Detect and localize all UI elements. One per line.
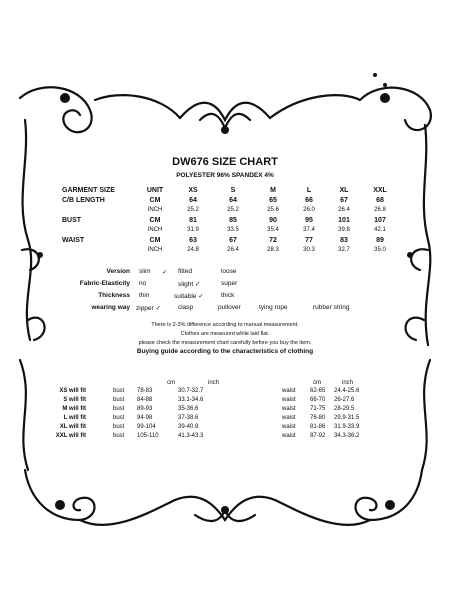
bust-word: bust [113,433,125,439]
bust-cm: 84-88 [137,397,153,403]
attribute-option: loose [221,268,237,275]
bust-word: bust [113,388,125,394]
waist-word: waist [282,397,296,403]
guide-row [42,397,412,406]
note-line: please check the measurement chart carefully before you buy the item. [138,340,312,346]
table-cell: 77 [305,237,313,244]
table-cell: 25.2 [187,207,199,213]
inch-header: inch [208,380,220,386]
attribute-option: clasp [178,304,194,311]
attribute-option: super [221,280,238,287]
waist-cm: 81-86 [310,424,326,430]
table-cell: 28.3 [267,247,279,253]
table-row [62,207,392,217]
attribute-option: suitable ✓ [174,293,204,300]
row-label: WAIST [62,237,85,244]
attribute-option: no [139,280,147,287]
check-mark: ✓ [162,269,168,276]
fit-label: XXL will fit [55,433,86,439]
waist-word: waist [282,388,296,394]
attribute-option: pullover [218,304,241,311]
row-unit: INCH [147,247,163,253]
table-cell: 35.0 [374,247,386,253]
table-cell: 42.1 [374,227,386,233]
bust-word: bust [113,397,125,403]
table-cell: 25.6 [267,207,279,213]
table-cell: 31.9 [187,227,199,233]
bust-word: bust [113,424,125,430]
table-cell: 72 [269,237,277,244]
waist-cm: 87-92 [310,433,326,439]
row-unit: CM [149,197,161,204]
fit-label: XS will fit [59,388,86,394]
bust-inch: 41.3-43.3 [178,433,204,439]
size-xxl: XXL [373,187,387,194]
table-cell: 64 [189,197,197,204]
fit-label: XL will fit [59,424,86,430]
bust-cm: 94-98 [137,415,153,421]
fit-label: M will fit [62,406,86,412]
table-row [62,197,392,207]
table-cell: 107 [374,217,386,224]
row-label: BUST [62,217,82,224]
guide-row [42,415,412,424]
bust-inch: 30.7-32.7 [178,388,204,394]
header-unit: UNIT [146,187,164,194]
waist-cm: 66-70 [310,397,326,403]
bust-inch: 39-40.9 [178,424,199,430]
row-unit: INCH [147,227,163,233]
table-cell: 26.4 [227,247,239,253]
bust-inch: 37-38.6 [178,415,199,421]
waist-cm: 62-65 [310,388,326,394]
table-row [62,227,392,237]
table-cell: 35.4 [267,227,279,233]
note-line: Clothes are measured while laid flat. [180,331,270,337]
table-cell: 90 [269,217,277,224]
size-s: S [230,187,236,194]
size-table-header [62,187,392,197]
table-row [62,247,392,257]
table-cell: 32.7 [338,247,350,253]
attribute-label: Thickness [98,292,130,299]
table-cell: 65 [269,197,277,204]
fabric-composition: POLYESTER 96% SPANDEX 4% [176,172,274,179]
inch-header: inch [342,380,354,386]
attribute-option: rubber string [313,304,350,311]
table-cell: 66 [305,197,313,204]
table-row [62,237,392,247]
bust-inch: 35-36.6 [178,406,199,412]
waist-word: waist [282,433,296,439]
buying-guide-title: Buying guide according to the characteristics of clothing [136,348,314,355]
guide-row [42,433,412,442]
bust-word: bust [113,406,125,412]
guide-row [42,424,412,433]
table-cell: 83 [340,237,348,244]
size-xs: XS [188,187,198,194]
fit-label: L will fit [63,415,86,421]
bust-cm: 89-93 [137,406,153,412]
guide-row [42,388,412,397]
table-cell: 37.4 [303,227,315,233]
row-unit: INCH [147,207,163,213]
waist-inch: 31.9-33.9 [334,424,360,430]
attribute-label: Fabric-Elasticity [79,280,130,287]
fit-label: S will fit [63,397,86,403]
bust-inch: 33.1-34.6 [178,397,204,403]
waist-inch: 29.9-31.5 [334,415,360,421]
attribute-thickness [40,292,380,302]
attribute-option: thick [221,292,235,299]
attribute-wearing-way [40,304,380,314]
table-cell: 26.8 [374,207,386,213]
table-row [62,217,392,227]
size-xl: XL [339,187,349,194]
size-l: L [306,187,312,194]
waist-inch: 28-29.5 [334,406,355,412]
waist-cm: 71-75 [310,406,326,412]
bust-cm: 99-104 [137,424,156,430]
cm-header: cm [313,380,321,386]
note-line: There is 2-3% difference according to manual measurement. [151,322,299,328]
size-m: M [270,187,276,194]
table-cell: 63 [189,237,197,244]
attribute-version [40,268,380,278]
table-cell: 39.8 [338,227,350,233]
row-unit: CM [149,217,161,224]
attribute-label: Version [106,268,130,275]
waist-inch: 26-27.6 [334,397,355,403]
attribute-elasticity [40,280,380,290]
table-cell: 81 [189,217,197,224]
bust-word: bust [113,415,125,421]
cm-header: cm [167,380,175,386]
table-cell: 89 [376,237,384,244]
table-cell: 33.5 [227,227,239,233]
table-cell: 101 [338,217,350,224]
table-cell: 68 [376,197,384,204]
table-cell: 64 [229,197,237,204]
waist-inch: 24.4-25.6 [334,388,360,394]
table-cell: 24.8 [187,247,199,253]
waist-cm: 76-80 [310,415,326,421]
table-cell: 85 [229,217,237,224]
bust-cm: 105-110 [137,433,159,439]
guide-row [42,406,412,415]
table-cell: 30.3 [303,247,315,253]
table-cell: 95 [305,217,313,224]
attribute-option: zipper ✓ [136,305,161,312]
waist-word: waist [282,424,296,430]
attribute-option: tying rope [259,304,288,311]
row-unit: CM [149,237,161,244]
row-label: C/B LENGTH [62,197,105,204]
waist-inch: 34.3-36.2 [334,433,360,439]
attribute-option: slight ✓ [178,281,201,288]
header-label: GARMENT SIZE [62,187,115,194]
table-cell: 26.4 [338,207,350,213]
attribute-option: fitted [178,268,193,275]
attribute-option: slim [139,268,151,275]
attribute-option: thin [139,292,150,299]
table-cell: 25.2 [227,207,239,213]
table-cell: 67 [229,237,237,244]
waist-word: waist [282,406,296,412]
bust-cm: 78-83 [137,388,153,394]
waist-word: waist [282,415,296,421]
table-cell: 67 [340,197,348,204]
table-cell: 26.0 [303,207,315,213]
attribute-label: wearing way [91,304,130,311]
page-title: DW676 SIZE CHART [172,156,278,168]
